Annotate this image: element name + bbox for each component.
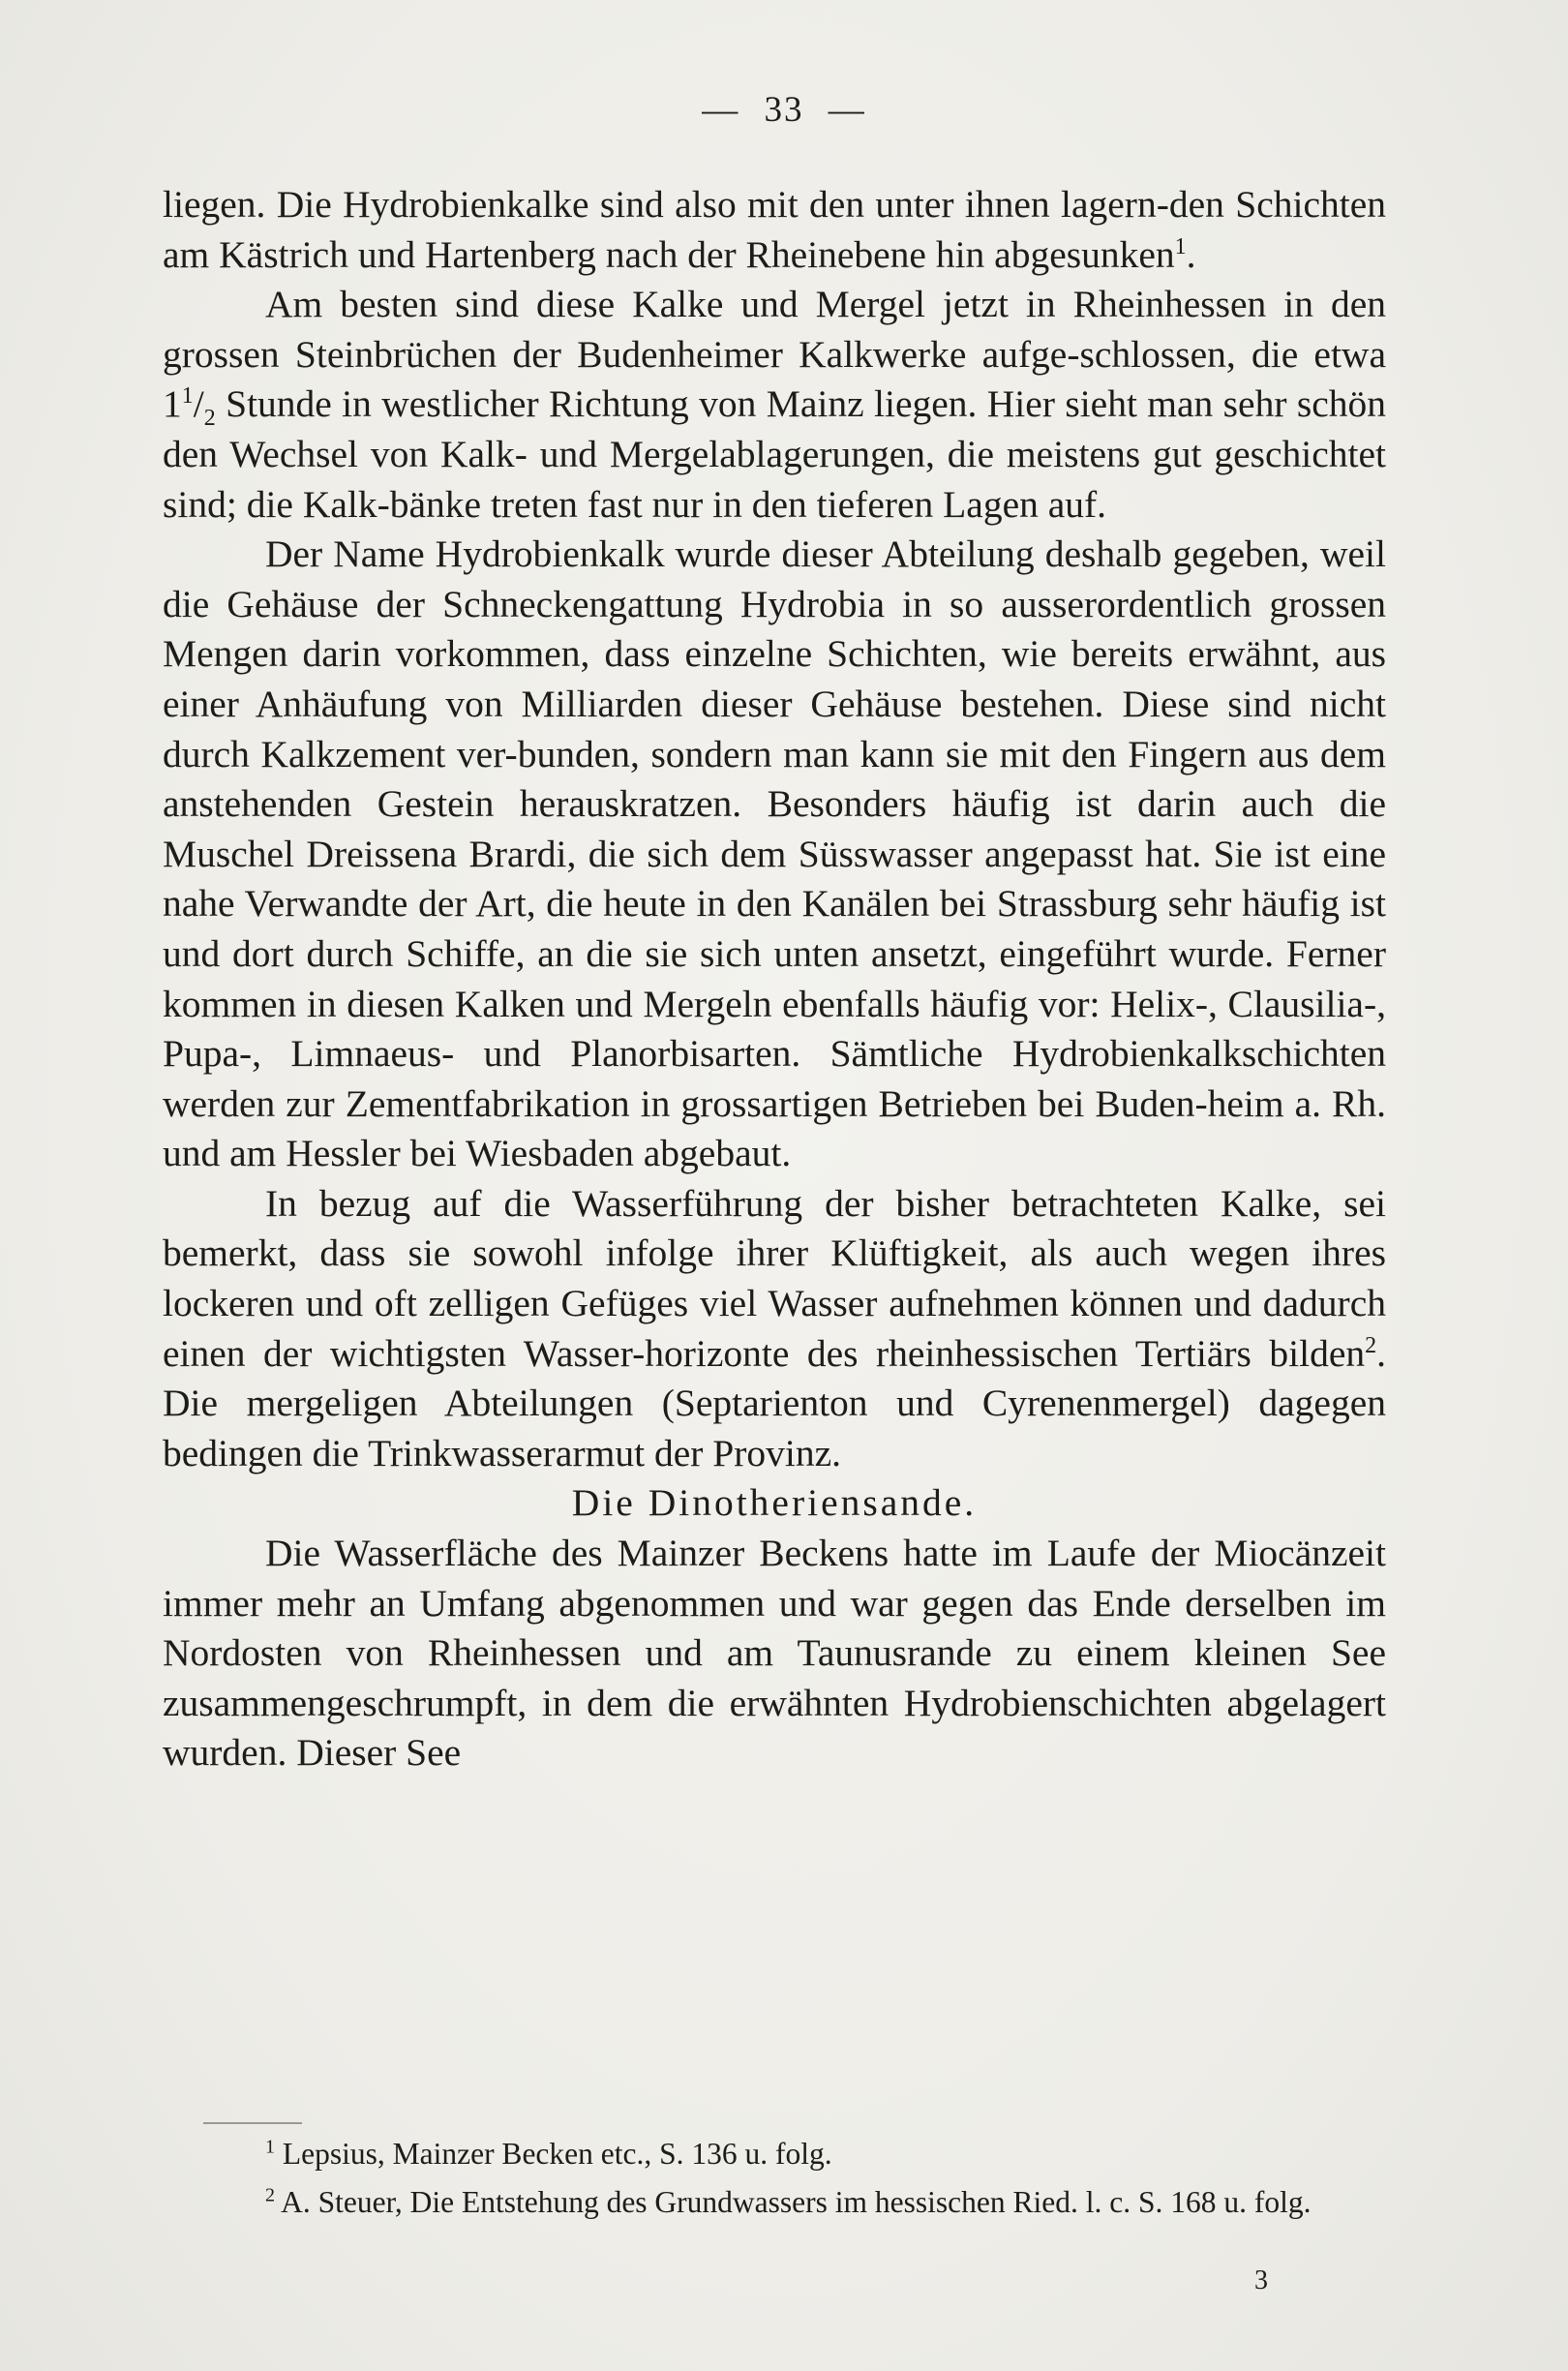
superscript: 1 xyxy=(181,383,194,410)
text-run: liegen. Die Hydrobienkalke sind also mit den unter ihnen lagern-den Schichten am Kästrich und Hartenberg nach der Rheinebene hin abgesunken xyxy=(163,183,1386,276)
text-run: Der Name Hydrobienkalk wurde dieser Abteilung deshalb gegeben, weil die Gehäuse der Schneckengattung Hydrobia in so ausserordentlich grossen Mengen darin vorkommen, dass einzelne Schichten, wie bereits erwähnt, aus einer Anhäufung von Milliarden dieser Gehäuse bestehen. Diese sind nicht durch Kalkzement ver-bunden, sondern man kann sie mit den Fingern aus dem anstehenden Gestein herauskratzen. Besonders häufig ist darin auch die Muschel Dreissena Brardi, die sich dem Süsswasser angepasst hat. Sie ist eine nahe Verwandte der Art, die heute in den Kanälen bei Strassburg sehr häufig ist und dort durch Schiffe, an die sie sich unten ansetzt, eingeführt wurde. Ferner kommen in diesen Kalken und Mergeln ebenfalls häufig vor: Helix-, Clausilia-, Pupa-, Limnaeus- und Planorbisarten. Sämtliche Hydrobienkalkschichten werden zur Zementfabrikation in grossartigen Betrieben bei Buden-heim a. Rh. und am Hessler bei Wiesbaden abgebaut. xyxy=(163,532,1386,1175)
paragraph xyxy=(163,1529,1386,1778)
footnote-rule xyxy=(203,2122,302,2124)
footnote-marker: 2 xyxy=(265,2184,275,2206)
footnotes xyxy=(163,2130,1386,2227)
signature-mark: 3 xyxy=(1254,2265,1268,2295)
footnote xyxy=(163,2178,1386,2227)
footnote-text: A. Steuer, Die Entstehung des Grundwassers im hessischen Ried. l. c. S. 168 u. folg. xyxy=(275,2185,1312,2219)
paragraph xyxy=(163,530,1386,1179)
body-text xyxy=(163,180,1386,1778)
superscript: 2 xyxy=(1365,1332,1377,1358)
text-run: Die Dinotheriensande. xyxy=(571,1481,978,1525)
text-run: . Die mergeligen Abteilungen (Septarienton und Cyrenenmergel) dagegen bedingen die Trinkwasserarmut der Provinz. xyxy=(163,1331,1386,1474)
footnote-marker: 1 xyxy=(265,2136,275,2158)
text-run: Stunde in westlicher Richtung von Mainz liegen. Hier sieht man sehr schön den Wechsel von Kalk- und Mergelablagerungen, die meistens gut geschichtet sind; die Kalk-bänke treten fast nur in den tieferen Lagen auf. xyxy=(163,382,1386,526)
text-run: Am besten sind diese Kalke und Mergel jetzt in Rheinhessen in den grossen Steinbrüchen der Budenheimer Kalkwerke aufge-schlossen, die etwa 1 xyxy=(163,283,1386,426)
page-number-header: — 33 — xyxy=(702,90,866,130)
superscript: 1 xyxy=(1174,233,1187,259)
footnote xyxy=(163,2130,1386,2178)
footnote-text: Lepsius, Mainzer Becken etc., S. 136 u. folg. xyxy=(275,2137,832,2171)
text-run: . xyxy=(1186,232,1196,276)
text-run: Die Wasserfläche des Mainzer Beckens hatte im Laufe der Miocänzeit immer mehr an Umfang abgenommen und war gegen das Ende derselben im Nordosten von Rheinhessen und am Taunusrande zu einem kleinen See zusammengeschrumpft, in dem die erwähnten Hydrobienschichten abgelagert wurden. Dieser See xyxy=(163,1532,1386,1775)
paragraph xyxy=(163,1179,1386,1479)
subscript: 2 xyxy=(203,406,216,432)
text-run: / xyxy=(193,382,204,426)
text-run: In bezug auf die Wasserführung der bisher betrachteten Kalke, sei bemerkt, dass sie sowohl infolge ihrer Klüftigkeit, als auch wegen ihres lockeren und oft zelligen Gefüges viel Wasser aufnehmen können und dadurch einen der wichtigsten Wasser-horizonte des rheinhessischen Tertiärs bilden xyxy=(163,1181,1386,1375)
section-heading xyxy=(163,1478,1386,1529)
paragraph xyxy=(163,180,1386,280)
paragraph xyxy=(163,280,1386,530)
